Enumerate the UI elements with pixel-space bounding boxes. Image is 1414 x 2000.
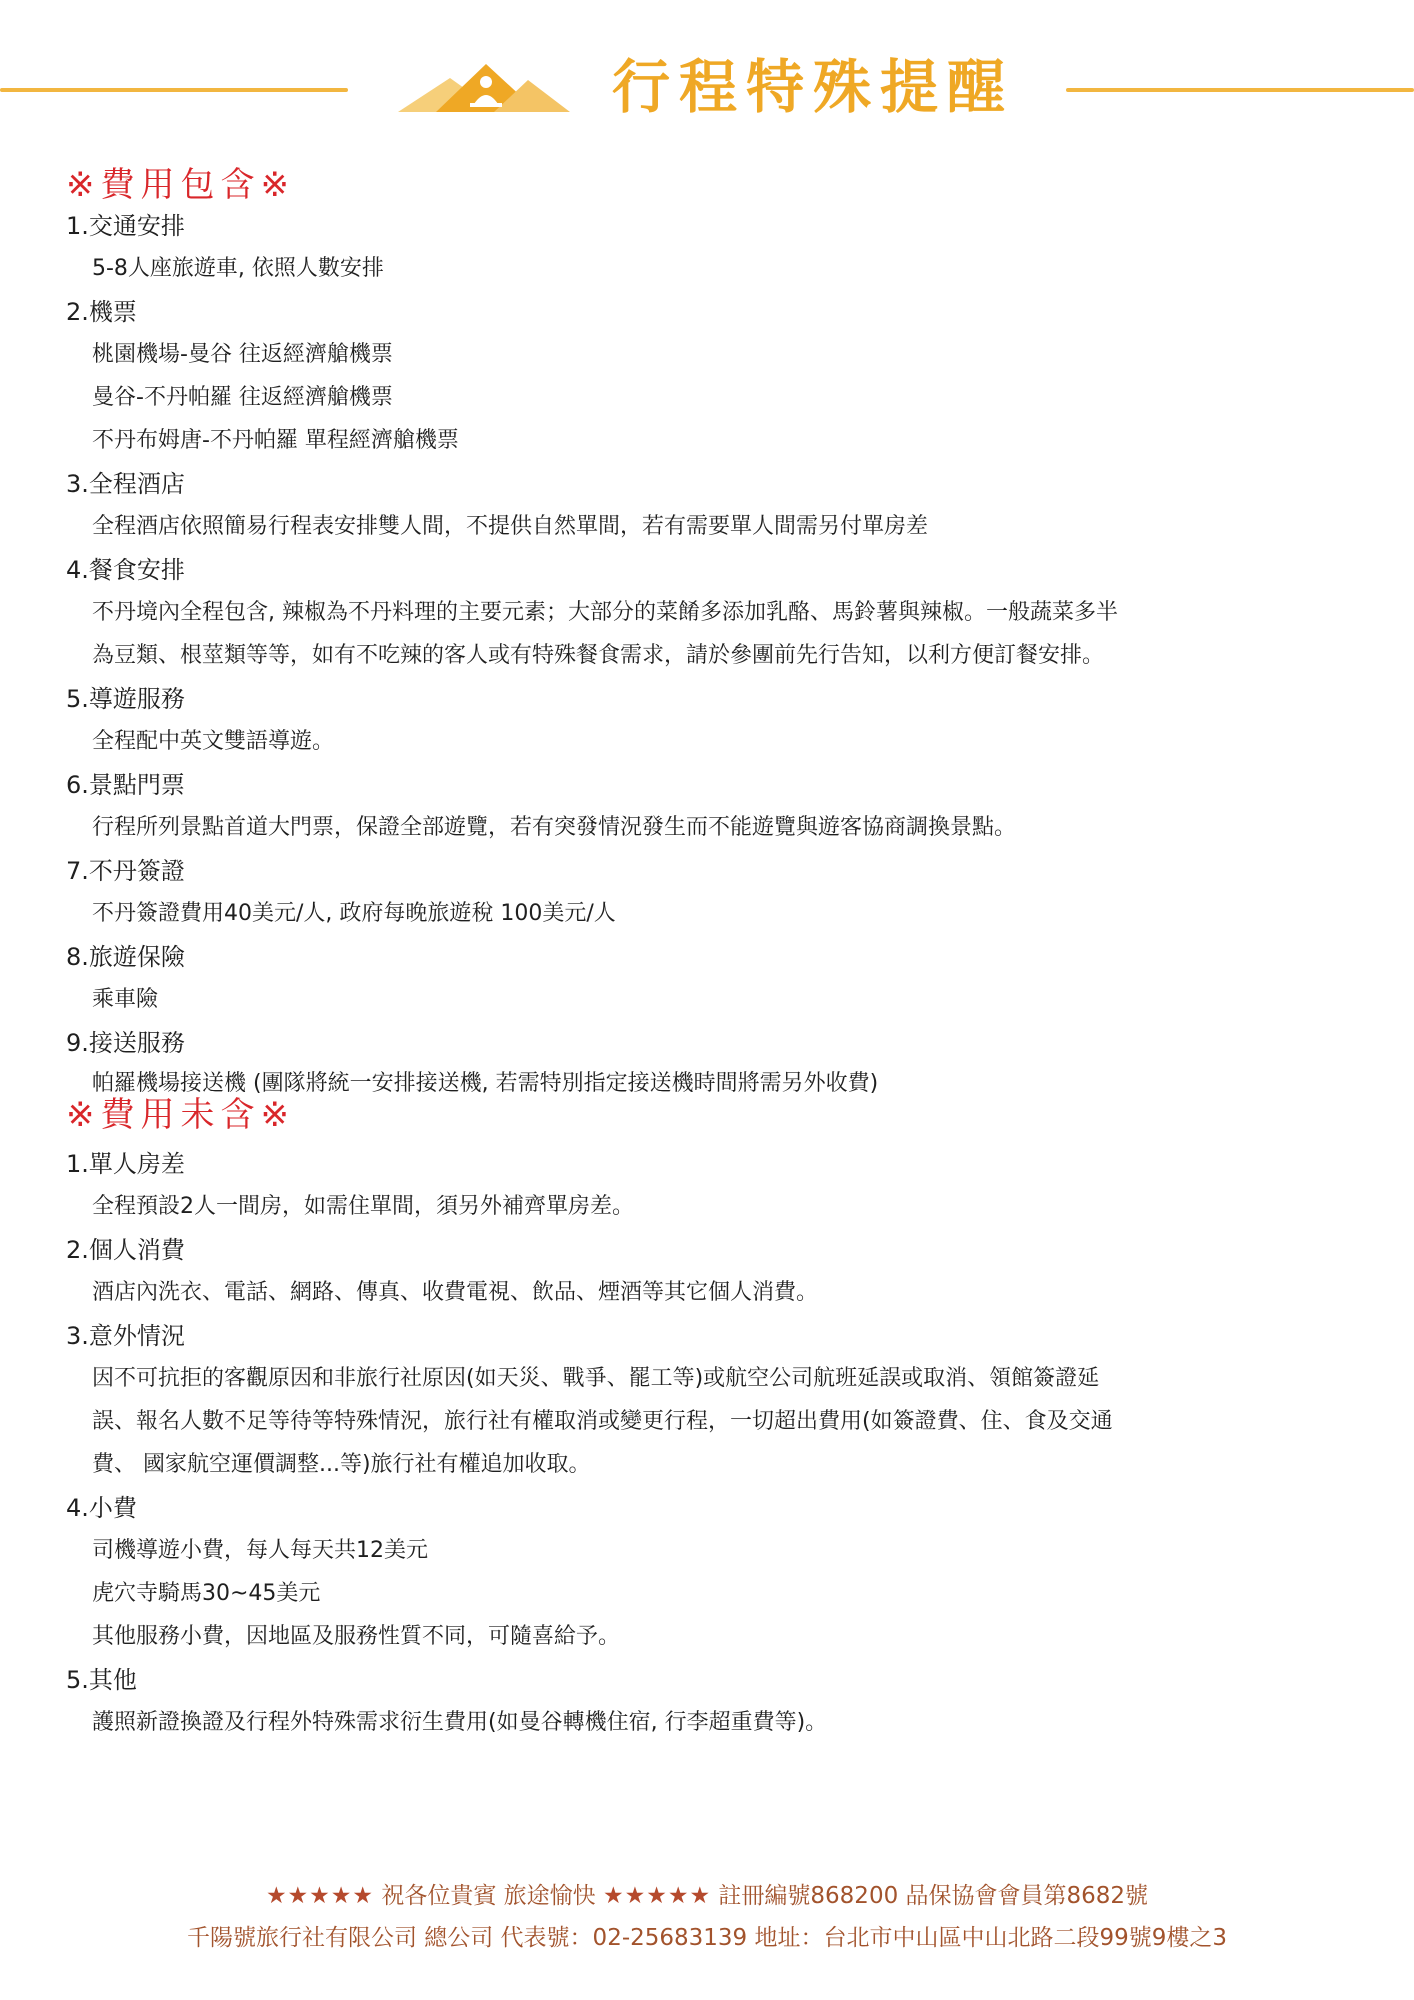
header-divider-left (0, 88, 348, 92)
excluded-item-line: 其他服務小費，因地區及服務性質不同，可隨喜給予。 (92, 1624, 621, 1649)
excluded-item-line: 因不可抗拒的客觀原因和非旅行社原因(如天災、戰爭、罷工等)或航空公司航班延誤或取消、領館簽證延 (92, 1366, 1100, 1391)
excluded-item-line: 酒店內洗衣、電話、網路、傳真、收費電視、飲品、煙酒等其它個人消費。 (92, 1280, 819, 1305)
included-item-line: 全程配中英文雙語導遊。 (92, 729, 335, 754)
included-item-line: 為豆類、根莖類等等，如有不吃辣的客人或有特殊餐食需求，請於參團前先行告知，以利方便訂餐安排。 (92, 643, 1105, 668)
included-item-title: 8.旅遊保險 (66, 943, 185, 971)
mountain-buddha-logo-icon (398, 58, 570, 114)
included-item-title: 7.不丹簽證 (66, 857, 185, 885)
included-item-line: 行程所列景點首道大門票，保證全部遊覽，若有突發情況發生而不能遊覽與遊客協商調換景點。 (92, 815, 1017, 840)
included-item-line: 桃園機場-曼谷 往返經濟艙機票 (92, 342, 393, 367)
included-item-title: 9.接送服務 (66, 1029, 185, 1057)
included-item-title: 4.餐食安排 (66, 556, 185, 584)
excluded-item-title: 3.意外情況 (66, 1322, 185, 1350)
excluded-item-title: 4.小費 (66, 1494, 137, 1522)
included-item-line: 不丹布姆唐-不丹帕羅 單程經濟艙機票 (92, 428, 459, 453)
included-item-line: 帕羅機場接送機 (團隊將統一安排接送機, 若需特別指定接送機時間將需另外收費) (92, 1071, 879, 1096)
footer-registration: 註冊編號868200 品保協會會員第8682號 (718, 1883, 1149, 1909)
excluded-item-line: 護照新證換證及行程外特殊需求衍生費用(如曼谷轉機住宿, 行李超重費等)。 (92, 1710, 828, 1735)
excluded-item-line: 司機導遊小費，每人每天共12美元 (92, 1538, 428, 1563)
included-item-title: 1.交通安排 (66, 212, 185, 240)
page-title: 行程特殊提醒 (612, 53, 1015, 121)
excluded-item-title: 2.個人消費 (66, 1236, 185, 1264)
excluded-item-title: 5.其他 (66, 1666, 137, 1694)
excluded-item-line: 全程預設2人一間房，如需住單間，須另外補齊單房差。 (92, 1194, 634, 1219)
included-heading: ※費用包含※ (66, 165, 295, 205)
header-divider-right (1066, 88, 1414, 92)
footer-greeting-line (0, 1880, 1414, 1912)
excluded-item-line: 誤、報名人數不足等待等特殊情況，旅行社有權取消或變更行程，一切超出費用(如簽證費、住、食及交通 (92, 1409, 1113, 1434)
footer-company: 千陽號旅行社有限公司 總公司 代表號：02-25683139 地址：台北市中山區中山北路二段99號9樓之3 (186, 1925, 1228, 1951)
included-item-title: 6.景點門票 (66, 771, 185, 799)
excluded-item-line: 虎穴寺騎馬30~45美元 (92, 1581, 321, 1606)
included-item-title: 3.全程酒店 (66, 470, 185, 498)
excluded-item-title: 1.單人房差 (66, 1150, 185, 1178)
stars-icon: ★★★★★ (265, 1883, 375, 1909)
included-item-line: 乘車險 (92, 987, 159, 1012)
included-item-title: 5.導遊服務 (66, 685, 185, 713)
stars-icon: ★★★★★ (602, 1883, 712, 1909)
excluded-heading: ※費用未含※ (66, 1095, 295, 1135)
footer-greeting: 祝各位貴賓 旅途愉快 (381, 1883, 596, 1909)
included-item-line: 5-8人座旅遊車, 依照人數安排 (92, 256, 384, 281)
included-item-title: 2.機票 (66, 298, 137, 326)
included-item-line: 曼谷-不丹帕羅 往返經濟艙機票 (92, 385, 393, 410)
included-item-line: 不丹境內全程包含, 辣椒為不丹料理的主要元素；大部分的菜餚多添加乳酪、馬鈴薯與辣椒。一般蔬菜多半 (92, 600, 1118, 625)
included-item-line: 全程酒店依照簡易行程表安排雙人間，不提供自然單間，若有需要單人間需另付單房差 (92, 514, 929, 539)
included-item-line: 不丹簽證費用40美元/人, 政府每晚旅遊稅 100美元/人 (92, 901, 616, 926)
excluded-item-line: 費、 國家航空運價調整...等)旅行社有權追加收取。 (92, 1452, 591, 1477)
